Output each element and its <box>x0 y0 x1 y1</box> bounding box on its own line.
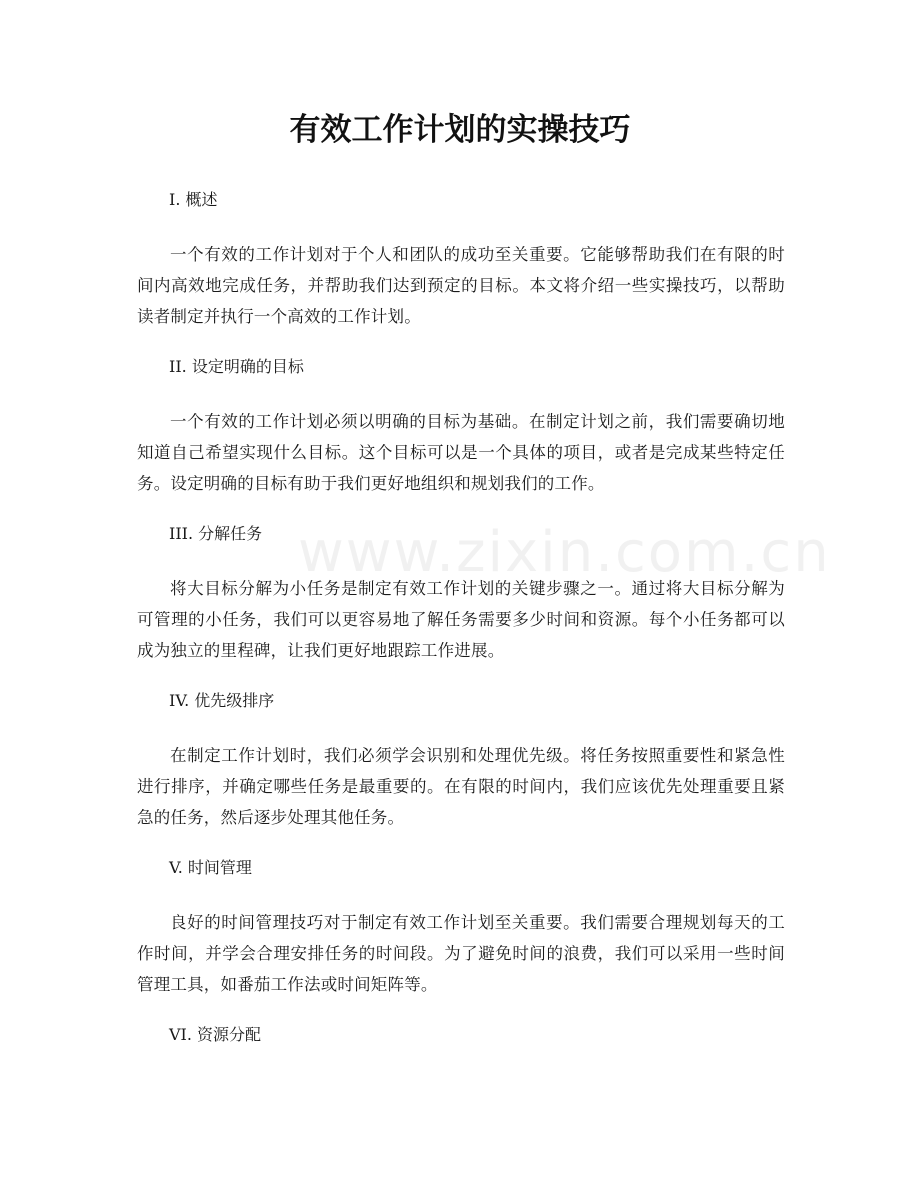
section-heading-overview: I. 概述 <box>169 190 218 209</box>
document-body <box>137 186 831 1049</box>
watermark: www.zixin.com.cn <box>298 520 831 585</box>
section-heading-decompose: III. 分解任务 <box>169 524 263 543</box>
section-heading-resources: VI. 资源分配 <box>169 1025 262 1044</box>
section-heading-priority: IV. 优先级排序 <box>169 691 275 710</box>
section-paragraph-overview: 一个有效的工作计划对于个人和团队的成功至关重要。它能够帮助我们在有限的时间内高效地完成任务，并帮助我们达到预定的目标。本文将介绍一些实操技巧，以帮助读者制定并执行一个高效的工作计划。 <box>137 245 785 326</box>
document-title: 有效工作计划的实操技巧 <box>289 112 631 148</box>
section-paragraph-priority: 在制定工作计划时，我们必须学会识别和处理优先级。将任务按照重要性和紧急性进行排序，并确定哪些任务是最重要的。在有限的时间内，我们应该优先处理重要且紧急的任务，然后逐步处理其他任务。 <box>137 746 785 827</box>
section-paragraph-decompose: 将大目标分解为小任务是制定有效工作计划的关键步骤之一。通过将大目标分解为可管理的小任务，我们可以更容易地了解任务需要多少时间和资源。每个小任务都可以成为独立的里程碑，让我们更好地跟踪工作进展。 <box>137 579 785 660</box>
section-paragraph-goals: 一个有效的工作计划必须以明确的目标为基础。在制定计划之前，我们需要确切地知道自己希望实现什么目标。这个目标可以是一个具体的项目，或者是完成某些特定任务。设定明确的目标有助于我们更好地组织和规划我们的工作。 <box>137 412 785 493</box>
section-heading-time: V. 时间管理 <box>169 858 252 877</box>
section-paragraph-time: 良好的时间管理技巧对于制定有效工作计划至关重要。我们需要合理规划每天的工作时间，并学会合理安排任务的时间段。为了避免时间的浪费，我们可以采用一些时间管理工具，如番茄工作法或时间矩阵等。 <box>137 913 785 994</box>
section-heading-goals: II. 设定明确的目标 <box>169 357 304 376</box>
